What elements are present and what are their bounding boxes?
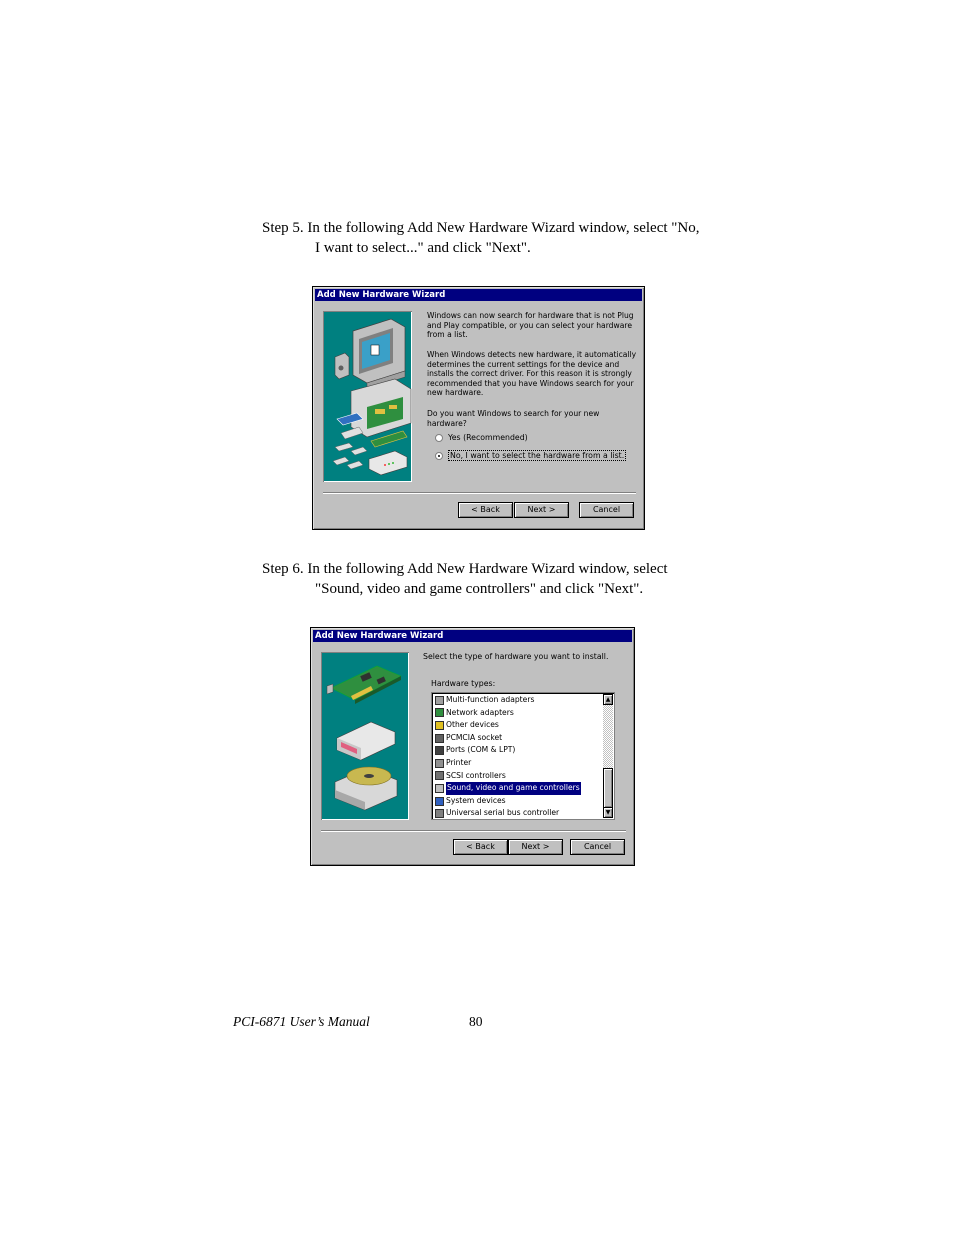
list-item[interactable] [433, 757, 602, 770]
radio-yes-recommended[interactable] [435, 433, 528, 442]
step6-line1: Step 6. In the following Add New Hardware Wizard window, select [262, 561, 668, 577]
list-item[interactable] [433, 732, 602, 745]
list-item-label: System devices [446, 795, 506, 805]
radio-no-label: No, I want to select the hardware from a list. [450, 451, 625, 460]
device-illustration-icon [321, 652, 409, 820]
pcmcia-icon [435, 734, 444, 743]
list-item[interactable] [433, 770, 602, 783]
list-item-label: Universal serial bus controller [446, 808, 560, 818]
hardware-illustration [323, 311, 412, 482]
dialog1-paragraph-3: Do you want Windows to search for your new hardware? [427, 409, 600, 428]
list-item[interactable] [433, 707, 602, 720]
list-item-label: Other devices [446, 720, 499, 730]
list-item[interactable] [433, 795, 602, 808]
list-item-label: Printer [446, 757, 472, 767]
list-item[interactable] [433, 719, 602, 732]
radio-yes-label: Yes (Recommended) [448, 433, 528, 442]
port-icon [435, 746, 444, 755]
printer-icon [435, 759, 444, 768]
step5-line2: I want to select..." and click "Next". [315, 239, 531, 256]
radio-button-yes[interactable] [435, 434, 443, 442]
usb-icon [435, 809, 444, 818]
sound-icon [435, 784, 444, 793]
hardware-types-label [431, 679, 495, 689]
dialog2-separator [321, 830, 626, 832]
scsi-icon [435, 771, 444, 780]
system-device-icon [435, 797, 444, 806]
dialog2-title: Add New Hardware Wizard [313, 630, 632, 642]
hardware-types-label-text: Hardware types: [431, 679, 496, 688]
list-item-label: SCSI controllers [446, 770, 506, 780]
step6-line2: "Sound, video and game controllers" and click "Next". [315, 580, 644, 597]
hardware-types-illustration [321, 652, 409, 820]
cancel-button[interactable]: Cancel [570, 839, 625, 855]
add-hardware-wizard-dialog-2 [310, 627, 635, 866]
dialog1-separator [323, 492, 636, 494]
back-button[interactable]: < Back [453, 839, 508, 855]
list-item-label: Ports (COM & LPT) [446, 745, 516, 755]
cancel-button[interactable]: Cancel [579, 502, 634, 518]
list-item[interactable] [433, 744, 602, 757]
radio-button-no[interactable] [435, 452, 443, 460]
dialog2-instruction: Select the type of hardware you want to install. [423, 652, 609, 661]
step5-line1: Step 5. In the following Add New Hardware Wizard window, select "No, [262, 220, 700, 236]
step6-instruction [262, 560, 668, 599]
step5-instruction [262, 219, 700, 258]
scroll-down-button[interactable]: ▼ [603, 807, 613, 818]
manual-title: PCI-6871 User’s Manual [233, 1014, 370, 1029]
list-item-label: Sound, video and game controllers [446, 782, 581, 795]
next-button[interactable]: Next > [514, 502, 569, 518]
list-item-label: Network adapters [446, 707, 514, 717]
network-adapter-icon [435, 708, 444, 717]
list-item-label: Multi-function adapters [446, 695, 535, 704]
page-number: 80 [469, 1014, 483, 1029]
scroll-up-button[interactable]: ▲ [603, 694, 613, 705]
radio-no-select-from-list[interactable] [435, 450, 626, 461]
list-scrollbar[interactable] [603, 694, 613, 818]
computer-hardware-icon [323, 311, 412, 482]
dialog1-paragraph-2: When Windows detects new hardware, it automatically determines the current settings for the device and installs the correct driver. For this reason it is strongly recommended that you have Windows search for your new hardware. [427, 350, 637, 398]
list-item[interactable] [433, 782, 602, 795]
scroll-thumb[interactable] [603, 768, 613, 808]
question-icon [435, 721, 444, 730]
add-hardware-wizard-dialog-1 [312, 286, 645, 530]
list-item[interactable] [433, 807, 602, 820]
list-item[interactable] [433, 694, 602, 707]
multifunction-icon [435, 696, 444, 705]
hardware-types-list[interactable] [431, 692, 615, 820]
next-button[interactable]: Next > [508, 839, 563, 855]
dialog1-paragraph-1: Windows can now search for hardware that is not Plug and Play compatible, or you can select your hardware from a list. [427, 311, 634, 340]
list-item-label: PCMCIA socket [446, 732, 503, 742]
dialog1-title: Add New Hardware Wizard [315, 289, 642, 301]
back-button[interactable]: < Back [458, 502, 513, 518]
